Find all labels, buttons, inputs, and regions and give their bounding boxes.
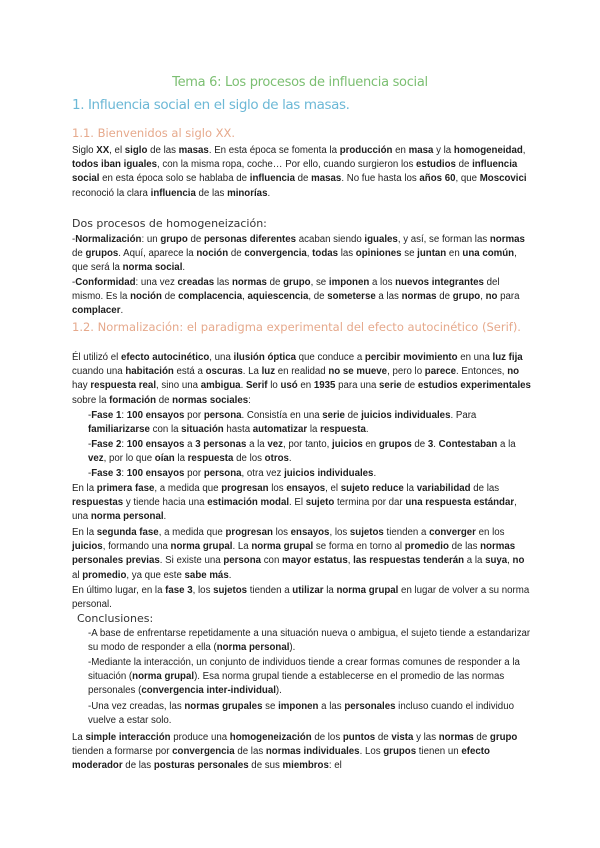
paragraph-normalizacion: -Normalización: un grupo de personas diferentes acaban siendo iguales, y así, se forman las normas de grupos. Aquí, aparece la noción de convergencia, todas las opiniones se juntan en una común, que será la norma social. [72,234,525,274]
homogenization-heading: Dos procesos de homogeneización: [72,217,267,230]
paragraph-primera-fase: En la primera fase, a medida que progresan los ensayos, el sujeto reduce la variabilidad de las respuestas y tiende hacia una estimación modal. El sujeto termina por dar una respuesta estándar, una norma personal. [72,483,517,523]
list-item-fase-2: -Fase 2: 100 ensayos a 3 personas a la vez, por tanto, juicios en grupos de 3. Contestaban a la vez, por lo que oían la respuesta de los otros. [88,439,516,465]
conclusion-item: -Una vez creadas, las normas grupales se imponen a las personales incluso cuando el individuo vuelve a estar solo. [88,701,514,727]
paragraph-serif: Él utilizó el efecto autocinético, una ilusión óptica que conduce a percibir movimiento en una luz fija cuando una habitación está a oscuras. La luz en realidad no se mueve, pero lo parece. Entonces, no hay respuesta real, sino una ambigua. Serif lo usó en 1935 para una serie de estudios experimentales sobre la formación de normas sociales: [72,352,531,406]
subsection-heading: 1.1. Bienvenidos al siglo XX. [72,126,236,140]
paragraph-ultimo-lugar: En último lugar, en la fase 3, los sujetos tienden a utilizar la norma grupal en lugar de volver a su norma personal. [72,585,530,611]
paragraph-final: La simple interacción produce una homogeneización de los puntos de vista y las normas de grupo tienden a formarse por convergencia de las normas individuales. Los grupos tienen un efecto moderador de las posturas personales de sus miembros: el [72,732,518,772]
page-title: Tema 6: Los procesos de influencia social [172,75,428,90]
conclusion-item: -Mediante la interacción, un conjunto de individuos tiende a crear formas comunes de responder a la situación (norma grupal). Esa norma grupal tiende a establecerse en el promedio de las normas personales (convergencia inter-individual). [88,657,520,697]
list-item-fase-3: -Fase 3: 100 ensayos por persona, otra vez juicios individuales. [88,468,377,479]
paragraph-conformidad: -Conformidad: una vez creadas las normas de grupo, se imponen a los nuevos integrantes del mismo. Es la noción de complacencia, aquiescencia, de someterse a las normas de grupo, no para complacer. [72,277,520,317]
conclusion-item: -A base de enfrentarse repetidamente a una situación nueva o ambigua, el sujeto tiende a estandarizar su modo de responder a ella (norma personal). [88,628,531,654]
section-heading: 1. Influencia social en el siglo de las masas. [72,97,350,113]
paragraph-segunda-fase: En la segunda fase, a medida que progresan los ensayos, los sujetos tienden a converger en los juicios, formando una norma grupal. La norma grupal se forma en torno al promedio de las normas personales previas. Si existe una persona con mayor estatus, las respuestas tenderán a la suya, no al promedio, ya que este sabe más. [72,527,525,581]
conclusions-heading: Conclusiones: [77,612,154,625]
list-item-fase-1: -Fase 1: 100 ensayos por persona. Consistía en una serie de juicios individuales. Para familiarizarse con la situación hasta automatizar la respuesta. [88,410,477,436]
subsection-heading: 1.2. Normalización: el paradigma experimental del efecto autocinético (Serif). [72,320,521,334]
paragraph-intro: Siglo XX, el siglo de las masas. En esta época se fomenta la producción en masa y la homogeneidad, todos iban iguales, con la misma ropa, coche… Por ello, cuando surgieron los estudios de influencia social en esta época solo se hablaba de influencia de masas. No fue hasta los años 60, que Moscovici reconoció la clara influencia de las minorías. [72,145,527,199]
